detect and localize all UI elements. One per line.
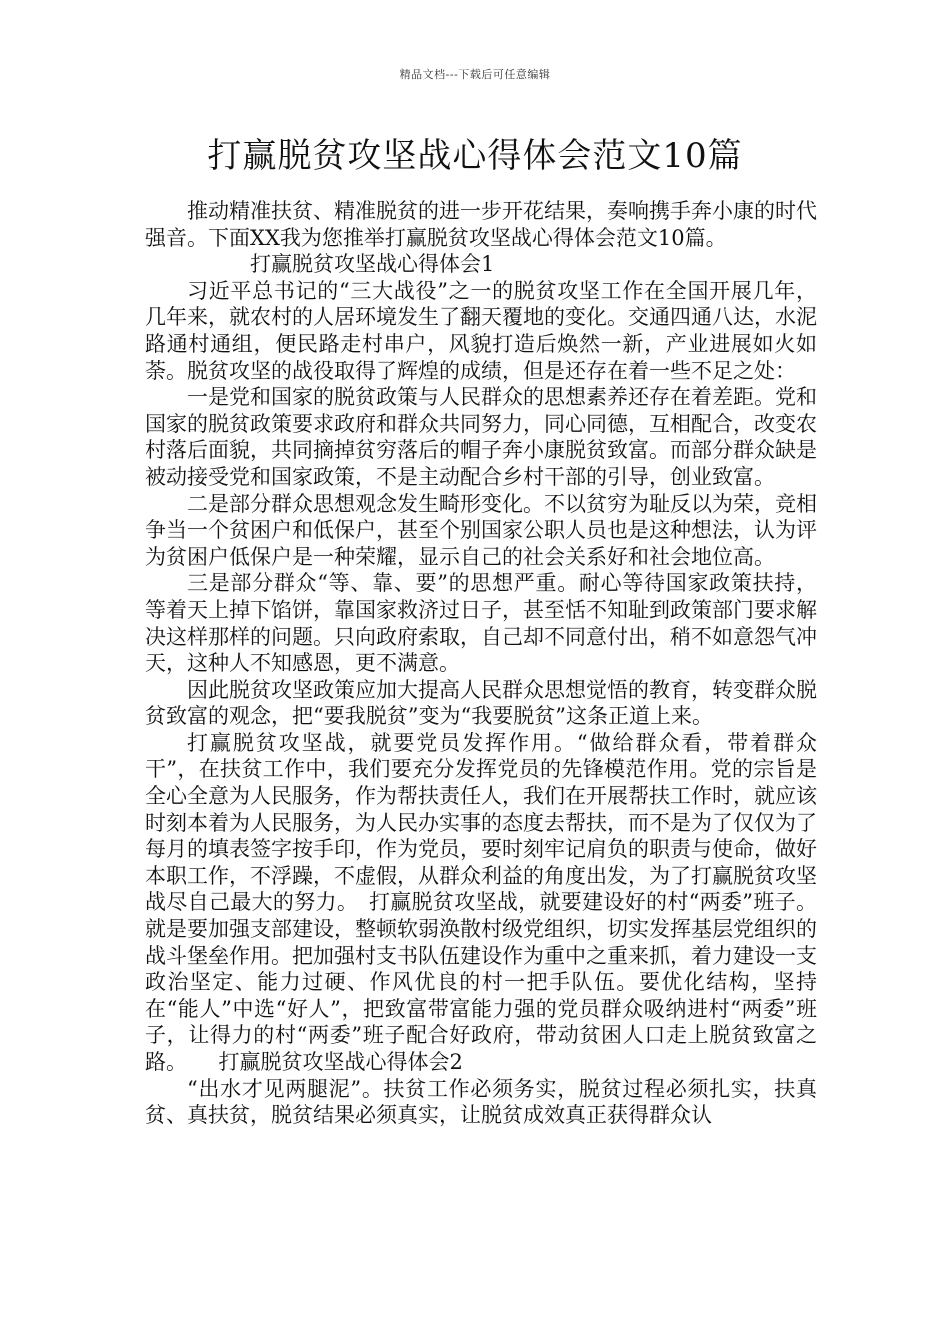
body-paragraph: 习近平总书记的“三大战役”之一的脱贫攻坚工作在全国开展几年，几年来，就农村的人居环境发生了翻天覆地的变化。交通四通八达，水泥路通村通组，便民路走村串户，风貌打造后焕然一新，产业进展如火如荼。脱贫攻坚的战役取得了辉煌的成绩，但是还存在着一些不足之处： — [145, 278, 817, 383]
header-note: 精品文档---下载后可任意编辑 — [399, 68, 551, 81]
document-title: 打赢脱贫攻坚战心得体会范文10篇 — [207, 136, 743, 176]
section-heading-1: 打赢脱贫攻坚战心得体会1 — [250, 252, 495, 277]
body-paragraph: “出水才见两腿泥”。扶贫工作必须务实，脱贫过程必须扎实，扶真贫、真扶贫，脱贫结果必须真实，让脱贫成效真正获得群众认 — [145, 1076, 817, 1128]
document-body — [145, 198, 817, 1129]
body-paragraph: 三是部分群众“等、靠、要”的思想严重。耐心等待国家政策扶持，等着天上掉下馅饼，靠国家救济过日子，甚至恬不知耻到政策部门要求解决这样那样的问题。只向政府索取，自己却不同意付出，稍不如意怨气冲天，这种人不知感恩，更不满意。 — [145, 571, 817, 676]
body-paragraph: 一是党和国家的脱贫政策与人民群众的思想素养还存在着差距。党和国家的脱贫政策要求政府和群众共同努力，同心同德，互相配合，改变农村落后面貌，共同摘掉贫穷落后的帽子奔小康脱贫致富。而部分群众缺是被动接受党和国家政策，不是主动配合乡村干部的引导，创业致富。 — [145, 385, 817, 489]
intro-paragraph: 推动精准扶贫、精准脱贫的进一步开花结果，奏响携手奔小康的时代强音。下面XX我为您推举打赢脱贫攻坚战心得体会范文10篇。 — [145, 199, 817, 250]
body-paragraph: 打赢脱贫攻坚战，就要党员发挥作用。“做给群众看，带着群众干”，在扶贫工作中，我们要充分发挥党员的先锋模范作用。党的宗旨是全心全意为人民服务，作为帮扶责任人，我们在开展帮扶工作时，就应该时刻本着为人民服务，为人民办实事的态度去帮扶，而不是为了仅仅为了每月的填表签字按手印，作为党员，要时刻牢记肩负的职责与使命，做好本职工作，不浮躁，不虚假，从群众利益的角度出发，为了打赢脱贫攻坚战尽自己最大的努力。 打赢脱贫攻坚战，就要建设好的村“两委”班子。就是要加强支部建设，整顿软弱涣散村级党组织，切实发挥基层党组织的战斗堡垒作用。把加强村支书队伍建设作为重中之重来抓，着力建设一支政治坚定、能力过硬、作风优良的村一把手队伍。要优化结构，坚持在“能人”中选“好人”，把致富带富能力强的党员群众吸纳进村“两委”班子，让得力的村“两委”班子配合好政府，带动贫困人口走上脱贫致富之路。 打赢脱贫攻坚战心得体会2 — [145, 730, 817, 1074]
body-paragraph: 因此脱贫攻坚政策应加大提高人民群众思想觉悟的教育，转变群众脱贫致富的观念，把“要我脱贫”变为“我要脱贫”这条正道上来。 — [145, 677, 817, 729]
body-paragraph: 二是部分群众思想观念发生畸形变化。不以贫穷为耻反以为荣，竞相争当一个贫困户和低保户，甚至个别国家公职人员也是这种想法，认为评为贫困户低保户是一种荣耀，显示自己的社会关系好和社会地位高。 — [145, 491, 817, 569]
